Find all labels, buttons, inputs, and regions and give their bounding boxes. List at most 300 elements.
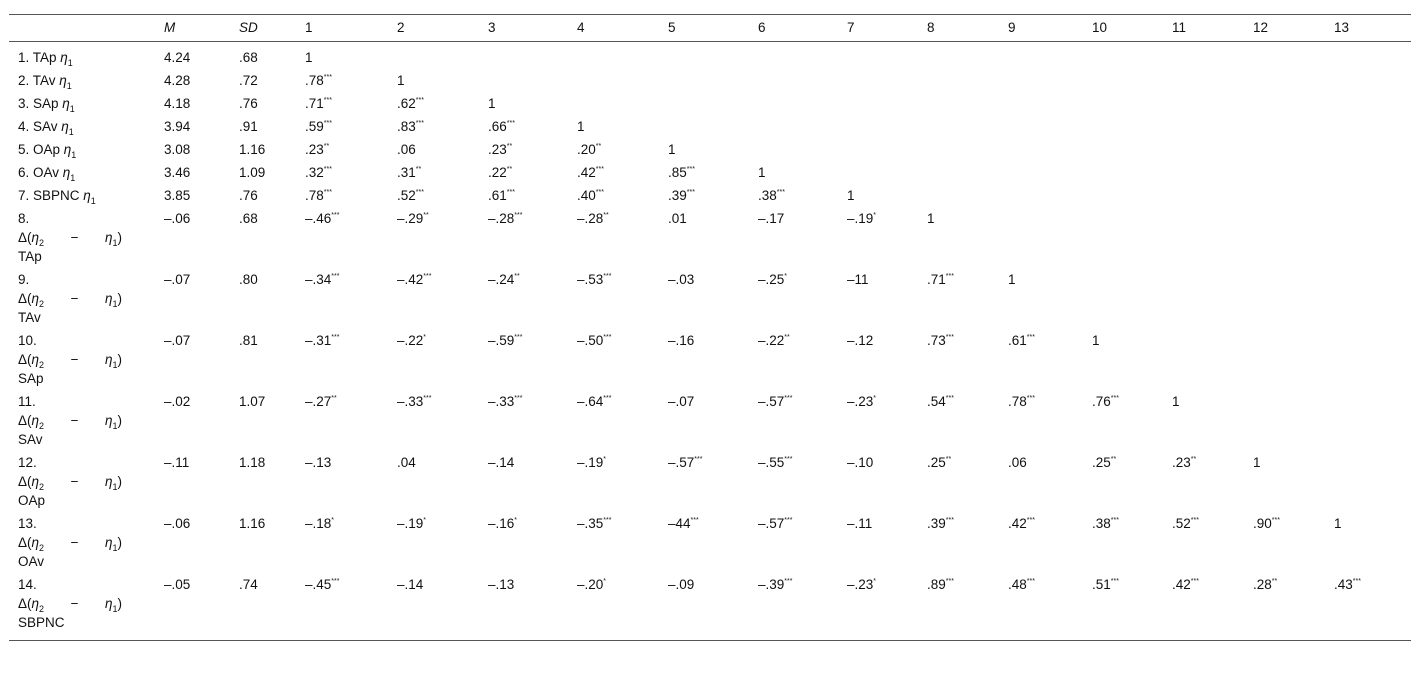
significance-marker: *** [1352, 578, 1361, 585]
table-cell [1325, 115, 1411, 138]
delta-expression [18, 350, 122, 369]
eta-subscript: 1 [112, 482, 118, 492]
cell-value: –.33 [488, 394, 515, 409]
cell-value: .71 [305, 96, 324, 111]
delta-expression [18, 594, 122, 613]
table-cell [155, 184, 230, 207]
table-cell [388, 92, 479, 115]
table-cell [659, 390, 749, 451]
table-cell [838, 92, 918, 115]
table-cell [388, 42, 479, 70]
cell-value: 3.85 [164, 188, 191, 203]
table-cell [1163, 138, 1244, 161]
significance-marker: ** [1110, 456, 1117, 463]
cell-value: –.05 [164, 577, 191, 592]
significance-marker: * [873, 395, 877, 402]
eta-symbol: η [61, 119, 69, 134]
eta-subscript: 1 [69, 104, 75, 114]
table-cell [659, 573, 749, 641]
cell-value: .25 [927, 455, 946, 470]
delta-right [105, 289, 122, 308]
cell-value: –.24 [488, 272, 515, 287]
cell-value: .52 [1172, 516, 1191, 531]
row-label [9, 329, 155, 390]
delta-right [105, 533, 122, 552]
cell-value: –.13 [305, 455, 332, 470]
table-cell [999, 390, 1083, 451]
row-label [9, 69, 155, 92]
table-cell [296, 161, 388, 184]
table-cell [155, 573, 230, 641]
table-cell [568, 69, 659, 92]
cell-value: –.29 [397, 211, 424, 226]
row-number: 14. [18, 577, 37, 592]
cell-value: .76 [1092, 394, 1111, 409]
delta-expression [18, 411, 122, 430]
table-cell [999, 42, 1083, 70]
table-cell [659, 512, 749, 573]
table-cell [479, 207, 568, 268]
significance-marker: *** [784, 456, 793, 463]
delta-prefix: Δ( [18, 474, 32, 489]
eta-symbol: η [31, 535, 40, 550]
row-label [9, 207, 155, 268]
variable-name: SBPNC [18, 615, 65, 630]
cell-value: .89 [927, 577, 946, 592]
cell-value: 1 [1008, 272, 1016, 287]
eta-symbol: η [62, 96, 70, 111]
table-cell [1244, 512, 1325, 573]
significance-marker: *** [423, 273, 432, 280]
column-header: 8 [918, 15, 999, 42]
eta-symbol: η [104, 596, 113, 611]
table-cell [568, 138, 659, 161]
significance-marker: *** [1190, 517, 1199, 524]
table-cell [296, 512, 388, 573]
significance-marker: *** [690, 517, 699, 524]
table-cell [296, 207, 388, 268]
cell-value: 1 [397, 73, 405, 88]
cell-value: –.35 [577, 516, 604, 531]
table-cell [1244, 115, 1325, 138]
table-cell [1163, 184, 1244, 207]
table-cell [999, 268, 1083, 329]
table-cell [568, 268, 659, 329]
significance-marker: * [514, 517, 518, 524]
row-number: 8. [18, 211, 30, 226]
delta-left [18, 289, 44, 308]
table-row [9, 268, 1411, 329]
table-cell [1163, 268, 1244, 329]
table-cell [388, 390, 479, 451]
delta-left [18, 533, 44, 552]
cell-value: .73 [927, 333, 946, 348]
column-header: 6 [749, 15, 838, 42]
table-cell [1163, 42, 1244, 70]
delta-right [105, 411, 122, 430]
significance-marker: *** [603, 273, 612, 280]
cell-value: 4.18 [164, 96, 191, 111]
table-cell [999, 207, 1083, 268]
significance-marker: *** [945, 578, 954, 585]
table-row [9, 451, 1411, 512]
table-cell [749, 451, 838, 512]
cell-value: 1 [668, 142, 676, 157]
cell-value: –.39 [758, 577, 785, 592]
table-cell [479, 268, 568, 329]
table-cell [230, 268, 296, 329]
table-cell [999, 115, 1083, 138]
row-label [9, 42, 155, 70]
significance-marker: *** [1110, 517, 1119, 524]
delta-minus: − [70, 413, 79, 428]
significance-marker: *** [323, 166, 332, 173]
cell-value: –.27 [305, 394, 332, 409]
table-cell [1163, 512, 1244, 573]
table-cell [568, 92, 659, 115]
row-label-text: 2. TAv [18, 73, 56, 88]
table-cell [749, 268, 838, 329]
significance-marker: *** [506, 120, 515, 127]
table-cell [388, 184, 479, 207]
table-cell [230, 138, 296, 161]
table-cell [479, 115, 568, 138]
table-cell [230, 69, 296, 92]
eta-subscript: 1 [90, 196, 96, 206]
table-cell [388, 451, 479, 512]
delta-left [18, 350, 44, 369]
delta-expression [18, 289, 122, 308]
cell-value: 1.07 [239, 394, 266, 409]
eta-symbol: η [104, 291, 113, 306]
cell-value: .74 [239, 577, 258, 592]
table-cell [999, 161, 1083, 184]
table-cell [1244, 207, 1325, 268]
table-cell [659, 161, 749, 184]
table-cell [1325, 329, 1411, 390]
significance-marker: *** [323, 74, 332, 81]
cell-value: –.06 [164, 211, 191, 226]
row-label-text: 4. SAv [18, 119, 58, 134]
table-cell [749, 390, 838, 451]
table-cell [155, 329, 230, 390]
significance-marker: *** [1026, 578, 1035, 585]
column-header: 3 [479, 15, 568, 42]
table-cell [999, 92, 1083, 115]
delta-close: ) [117, 596, 122, 611]
eta-symbol: η [59, 73, 67, 88]
cell-value: .43 [1334, 577, 1353, 592]
table-cell [1244, 161, 1325, 184]
significance-marker: *** [1026, 395, 1035, 402]
table-cell [568, 390, 659, 451]
table-cell [230, 42, 296, 70]
significance-marker: *** [1026, 517, 1035, 524]
cell-value: .32 [305, 165, 324, 180]
significance-marker: *** [603, 395, 612, 402]
row-label-text: 5. OAp [18, 142, 61, 157]
cell-value: –.02 [164, 394, 191, 409]
row-label [9, 115, 155, 138]
table-cell [838, 512, 918, 573]
cell-value: .48 [1008, 577, 1027, 592]
delta-right [105, 350, 122, 369]
cell-value: .80 [239, 272, 258, 287]
cell-value: 1 [305, 50, 313, 65]
cell-value: .62 [397, 96, 416, 111]
cell-value: –.19 [397, 516, 424, 531]
cell-value: .20 [577, 142, 596, 157]
delta-prefix: Δ( [18, 352, 32, 367]
table-row [9, 329, 1411, 390]
cell-value: .25 [1092, 455, 1111, 470]
table-cell [296, 69, 388, 92]
table-cell [838, 451, 918, 512]
cell-value: –.12 [847, 333, 874, 348]
cell-value: .68 [239, 211, 258, 226]
cell-value: 1.16 [239, 142, 266, 157]
table-cell [1244, 42, 1325, 70]
cell-value: .90 [1253, 516, 1272, 531]
significance-marker: *** [1110, 395, 1119, 402]
cell-value: .42 [577, 165, 596, 180]
table-cell [230, 573, 296, 641]
delta-right [105, 594, 122, 613]
eta-symbol: η [31, 352, 40, 367]
table-cell [659, 138, 749, 161]
cell-value: .76 [239, 188, 258, 203]
cell-value: .38 [1092, 516, 1111, 531]
significance-marker: *** [1026, 334, 1035, 341]
cell-value: –.20 [577, 577, 604, 592]
cell-value: –.07 [164, 333, 191, 348]
table-cell [296, 42, 388, 70]
column-header [9, 15, 155, 42]
cell-value: .83 [397, 119, 416, 134]
cell-value: –.19 [577, 455, 604, 470]
table-cell [479, 184, 568, 207]
eta-subscript: 1 [66, 81, 72, 91]
table-cell [479, 42, 568, 70]
table-cell [388, 512, 479, 573]
table-cell [918, 184, 999, 207]
significance-marker: *** [514, 212, 523, 219]
eta-symbol: η [31, 291, 40, 306]
cell-value: –.33 [397, 394, 424, 409]
eta-subscript: 1 [112, 543, 118, 553]
cell-value: .78 [305, 73, 324, 88]
row-label-text: 3. SAp [18, 96, 59, 111]
cell-value: –.03 [668, 272, 695, 287]
cell-value: –.28 [577, 211, 604, 226]
table-cell [659, 184, 749, 207]
table-cell [230, 184, 296, 207]
significance-marker: *** [595, 189, 604, 196]
cell-value: 1 [1172, 394, 1180, 409]
column-header: 7 [838, 15, 918, 42]
table-cell [388, 138, 479, 161]
table-cell [838, 390, 918, 451]
cell-value: 1 [927, 211, 935, 226]
table-cell [1083, 92, 1163, 115]
table-cell [479, 512, 568, 573]
cell-value: –.22 [397, 333, 424, 348]
significance-marker: *** [423, 395, 432, 402]
cell-value: .28 [1253, 577, 1272, 592]
delta-prefix: Δ( [18, 535, 32, 550]
table-cell [479, 92, 568, 115]
correlation-table [9, 14, 1411, 641]
cell-value: –.07 [164, 272, 191, 287]
table-cell [230, 115, 296, 138]
significance-marker: ** [784, 334, 790, 341]
significance-marker: * [423, 517, 427, 524]
delta-close: ) [117, 474, 122, 489]
significance-marker: *** [323, 189, 332, 196]
table-cell [296, 451, 388, 512]
table-cell [749, 184, 838, 207]
cell-value: –.55 [758, 455, 785, 470]
cell-value: .71 [927, 272, 946, 287]
eta-symbol: η [31, 474, 40, 489]
table-cell [1083, 451, 1163, 512]
table-cell [568, 573, 659, 641]
table-cell [388, 207, 479, 268]
eta-subscript: 1 [70, 173, 76, 183]
eta-symbol: η [104, 352, 113, 367]
table-cell [838, 207, 918, 268]
cell-value: .23 [1172, 455, 1191, 470]
column-header: M [155, 15, 230, 42]
delta-close: ) [117, 291, 122, 306]
significance-marker: *** [415, 97, 424, 104]
cell-value: 3.94 [164, 119, 191, 134]
cell-value: –.07 [668, 394, 695, 409]
table-cell [1325, 184, 1411, 207]
table-cell [568, 451, 659, 512]
cell-value: .22 [488, 165, 507, 180]
significance-marker: *** [784, 578, 793, 585]
table-cell [230, 390, 296, 451]
cell-value: –.09 [668, 577, 695, 592]
cell-value: .81 [239, 333, 258, 348]
table-cell [388, 268, 479, 329]
cell-value: 1 [1092, 333, 1100, 348]
table-cell [1083, 512, 1163, 573]
eta-subscript: 2 [39, 299, 45, 309]
delta-minus: − [70, 596, 79, 611]
eta-subscript: 2 [39, 421, 45, 431]
table-cell [659, 115, 749, 138]
table-cell [479, 69, 568, 92]
table-cell [1244, 573, 1325, 641]
cell-value: .01 [668, 211, 687, 226]
cell-value: 1.09 [239, 165, 266, 180]
table-row [9, 573, 1411, 641]
significance-marker: *** [415, 189, 424, 196]
eta-symbol: η [31, 230, 40, 245]
table-cell [838, 329, 918, 390]
table-cell [1083, 161, 1163, 184]
significance-marker: * [331, 517, 335, 524]
table-cell [1244, 329, 1325, 390]
cell-value: .31 [397, 165, 416, 180]
column-header: 11 [1163, 15, 1244, 42]
table-cell [1083, 573, 1163, 641]
cell-value: –.57 [668, 455, 695, 470]
table-row [9, 207, 1411, 268]
table-cell [749, 138, 838, 161]
eta-symbol: η [31, 413, 40, 428]
cell-value: .42 [1008, 516, 1027, 531]
cell-value: .61 [1008, 333, 1027, 348]
cell-value: .59 [305, 119, 324, 134]
cell-value: –.31 [305, 333, 332, 348]
cell-value: –.14 [488, 455, 515, 470]
variable-name: TAv [18, 310, 41, 325]
significance-marker: * [784, 273, 788, 280]
delta-close: ) [117, 230, 122, 245]
table-cell [230, 451, 296, 512]
significance-marker: ** [506, 143, 513, 150]
table-cell [999, 69, 1083, 92]
cell-value: .40 [577, 188, 596, 203]
column-header: 12 [1244, 15, 1325, 42]
table-cell [918, 390, 999, 451]
table-cell [1163, 207, 1244, 268]
significance-marker: *** [1190, 578, 1199, 585]
cell-value: 3.08 [164, 142, 191, 157]
column-header: 9 [999, 15, 1083, 42]
significance-marker: *** [776, 189, 785, 196]
cell-value: .23 [305, 142, 324, 157]
row-label [9, 138, 155, 161]
table-cell [1244, 184, 1325, 207]
cell-value: 1.16 [239, 516, 266, 531]
delta-minus: − [70, 352, 79, 367]
significance-marker: ** [323, 143, 330, 150]
table-cell [1163, 329, 1244, 390]
significance-marker: *** [603, 334, 612, 341]
column-header: 4 [568, 15, 659, 42]
significance-marker: ** [595, 143, 602, 150]
cell-value: .78 [305, 188, 324, 203]
cell-value: 1 [847, 188, 855, 203]
table-cell [296, 184, 388, 207]
delta-close: ) [117, 352, 122, 367]
delta-left [18, 228, 44, 247]
significance-marker: *** [945, 273, 954, 280]
significance-marker: ** [331, 395, 337, 402]
column-header: 13 [1325, 15, 1411, 42]
table-cell [479, 451, 568, 512]
table-cell [838, 69, 918, 92]
delta-prefix: Δ( [18, 413, 32, 428]
significance-marker: ** [1190, 456, 1197, 463]
variable-name: SAv [18, 432, 43, 447]
row-label [9, 451, 155, 512]
table-cell [155, 69, 230, 92]
table-cell [388, 115, 479, 138]
table-cell [918, 329, 999, 390]
cell-value: –.18 [305, 516, 332, 531]
table-cell [1244, 268, 1325, 329]
table-cell [1163, 69, 1244, 92]
table-cell [388, 573, 479, 641]
cell-value: 3.46 [164, 165, 191, 180]
table-row [9, 161, 1411, 184]
row-number: 13. [18, 516, 37, 531]
